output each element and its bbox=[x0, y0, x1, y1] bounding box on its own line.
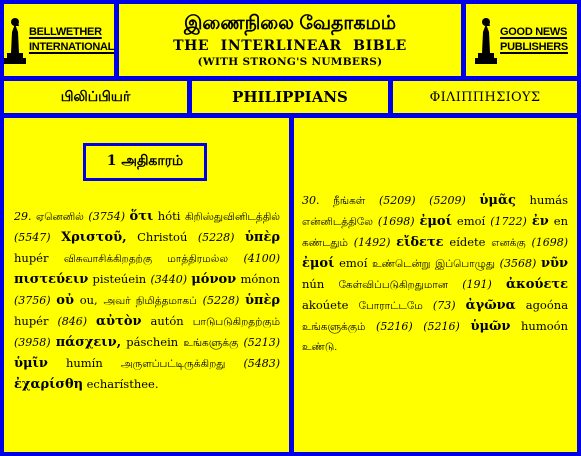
strongs-number: (5209) bbox=[429, 194, 466, 207]
transliteration: nún bbox=[302, 277, 325, 291]
strongs-number: (5216) bbox=[423, 320, 460, 333]
right-logo-line1: GOOD NEWS bbox=[500, 26, 568, 38]
tamil-word: பாடுபடுகிறதற்கும் bbox=[192, 316, 281, 328]
greek-word: ὅτι bbox=[129, 209, 154, 224]
greek-word: αὐτὸν bbox=[96, 314, 142, 329]
tamil-word: கிறிஸ்துவினிடத்தில் bbox=[184, 211, 281, 223]
tamil-word: ஏனெனில் bbox=[36, 211, 84, 223]
greek-word: ἐχαρίσθη bbox=[14, 377, 84, 392]
greek-word: ὑμᾶς bbox=[479, 193, 516, 208]
tamil-word: உங்களுக்கும் bbox=[302, 321, 366, 333]
tamil-word: கண்டதும் bbox=[302, 237, 348, 249]
greek-word: ἐμοί bbox=[302, 256, 335, 271]
verse-29 bbox=[14, 206, 280, 395]
strongs-number: (1698) bbox=[377, 215, 415, 228]
transliteration: humín bbox=[65, 356, 103, 370]
greek-word: οὐ bbox=[56, 293, 74, 308]
transliteration: pisteúein bbox=[92, 272, 147, 286]
strongs-number: (1698) bbox=[531, 236, 569, 249]
strongs-number: (5209) bbox=[378, 194, 416, 207]
book-name-greek: ΦΙΛΙΠΠΗΣΙΟΥΣ bbox=[429, 89, 541, 105]
greek-word: εἴδετε bbox=[396, 235, 444, 250]
book-name-tamil: பிலிப்பியர் bbox=[60, 87, 131, 104]
book-name-english-cell bbox=[192, 81, 388, 113]
greek-word: νῦν bbox=[540, 256, 568, 271]
strongs-number: (846) bbox=[57, 315, 88, 328]
transliteration: emoí bbox=[456, 214, 486, 228]
book-name-tamil-cell bbox=[4, 81, 187, 113]
tamil-word: இப்பொழுது bbox=[435, 258, 495, 270]
transliteration: hupér bbox=[14, 251, 49, 265]
english-title: THE INTERLINEAR BIBLE bbox=[173, 38, 407, 54]
subtitle: (WITH STRONG'S NUMBERS) bbox=[197, 56, 383, 68]
greek-word: πάσχειν, bbox=[55, 335, 122, 350]
tamil-word: நீங்கள் bbox=[333, 195, 366, 207]
strongs-number: (191) bbox=[462, 278, 492, 291]
tamil-word: அவர் நிமித்தமாகப் bbox=[103, 295, 197, 307]
tamil-word: விசுவாசிக்கிறதற்கு bbox=[63, 253, 153, 265]
transliteration: ou, bbox=[79, 293, 98, 307]
right-logo-line2: PUBLISHERS bbox=[500, 41, 568, 53]
good-news-praying-figure-icon bbox=[475, 16, 497, 64]
strongs-number: (5213) bbox=[243, 336, 281, 349]
transliteration: páschein bbox=[126, 335, 179, 349]
tamil-word: கேள்விப்படுகிறதுமான bbox=[338, 279, 449, 291]
transliteration: en bbox=[553, 214, 569, 228]
transliteration: hóti bbox=[157, 209, 181, 223]
transliteration: emoí bbox=[339, 256, 368, 270]
greek-word: ἐμοί bbox=[419, 214, 452, 229]
title-panel bbox=[119, 4, 461, 76]
tamil-word: அருளப்பட்டிருக்கிறது bbox=[120, 358, 226, 370]
greek-word: ἀγῶνα bbox=[465, 298, 516, 313]
book-name-english: PHILIPPIANS bbox=[232, 88, 348, 106]
greek-word: ὑπὲρ bbox=[244, 230, 280, 245]
strongs-number: (73) bbox=[432, 299, 456, 312]
bellwether-praying-figure-icon bbox=[4, 16, 26, 64]
book-name-greek-cell bbox=[393, 81, 577, 113]
strongs-number: (5228) bbox=[202, 294, 240, 307]
strongs-number: (3440) bbox=[150, 273, 188, 286]
transliteration: agoóna bbox=[525, 298, 569, 312]
strongs-number: (3756) bbox=[14, 294, 51, 307]
greek-word: ὑμῖν bbox=[14, 356, 48, 371]
greek-word: ὑπὲρ bbox=[244, 293, 281, 308]
greek-word: πιστεύειν bbox=[14, 272, 89, 287]
strongs-number: (3958) bbox=[14, 336, 51, 349]
greek-word: μόνον bbox=[191, 272, 237, 287]
transliteration: eídete bbox=[449, 235, 486, 249]
strongs-number: (1722) bbox=[490, 215, 527, 228]
strongs-number: (5216) bbox=[376, 320, 413, 333]
strongs-number: (5228) bbox=[197, 231, 235, 244]
strongs-number: (3754) bbox=[88, 210, 125, 223]
transliteration: echarísthee. bbox=[86, 377, 159, 391]
tamil-word: எனக்கு bbox=[491, 237, 526, 249]
strongs-number: (3568) bbox=[499, 257, 537, 270]
tamil-word: என்னிடத்திலே bbox=[302, 216, 373, 228]
tamil-word: உண்டென்று bbox=[372, 258, 431, 270]
transliteration: Christoú bbox=[137, 230, 188, 244]
chapter-label: 1 அதிகாரம் bbox=[83, 143, 207, 181]
greek-word: ἀκούετε bbox=[506, 277, 569, 292]
strongs-number: 29. bbox=[14, 210, 32, 223]
greek-word: ἐν bbox=[531, 214, 549, 229]
verse-30 bbox=[302, 190, 568, 357]
left-text-pane bbox=[4, 118, 289, 452]
greek-word: ὑμῶν bbox=[470, 319, 511, 334]
strongs-number: (4100) bbox=[243, 252, 281, 265]
strongs-number: (5547) bbox=[14, 231, 51, 244]
strongs-number: (1492) bbox=[353, 236, 391, 249]
tamil-word: உண்டு. bbox=[302, 341, 338, 353]
tamil-word: மாத்திரமல்ல bbox=[167, 253, 229, 265]
transliteration: akoúete bbox=[302, 298, 349, 312]
tamil-word: போராட்டமே bbox=[358, 300, 423, 312]
left-logo-line1: BELLWETHER bbox=[28, 26, 102, 38]
left-logo-line2: INTERNATIONAL bbox=[28, 41, 115, 53]
good-news-logo bbox=[466, 4, 577, 76]
right-text-pane bbox=[294, 118, 577, 452]
transliteration: humás bbox=[529, 193, 569, 207]
greek-word: Χριστοῦ, bbox=[61, 230, 127, 245]
bellwether-logo bbox=[4, 4, 114, 76]
tamil-title: இணைநிலை வேதாகமம் bbox=[183, 13, 397, 34]
tamil-word: உங்களுக்கு bbox=[183, 337, 239, 349]
transliteration: autón bbox=[150, 314, 184, 328]
transliteration: humoón bbox=[521, 319, 568, 333]
strongs-number: 30. bbox=[302, 194, 320, 207]
transliteration: hupér bbox=[14, 314, 49, 328]
transliteration: mónon bbox=[240, 272, 281, 286]
strongs-number: (5483) bbox=[243, 357, 281, 370]
